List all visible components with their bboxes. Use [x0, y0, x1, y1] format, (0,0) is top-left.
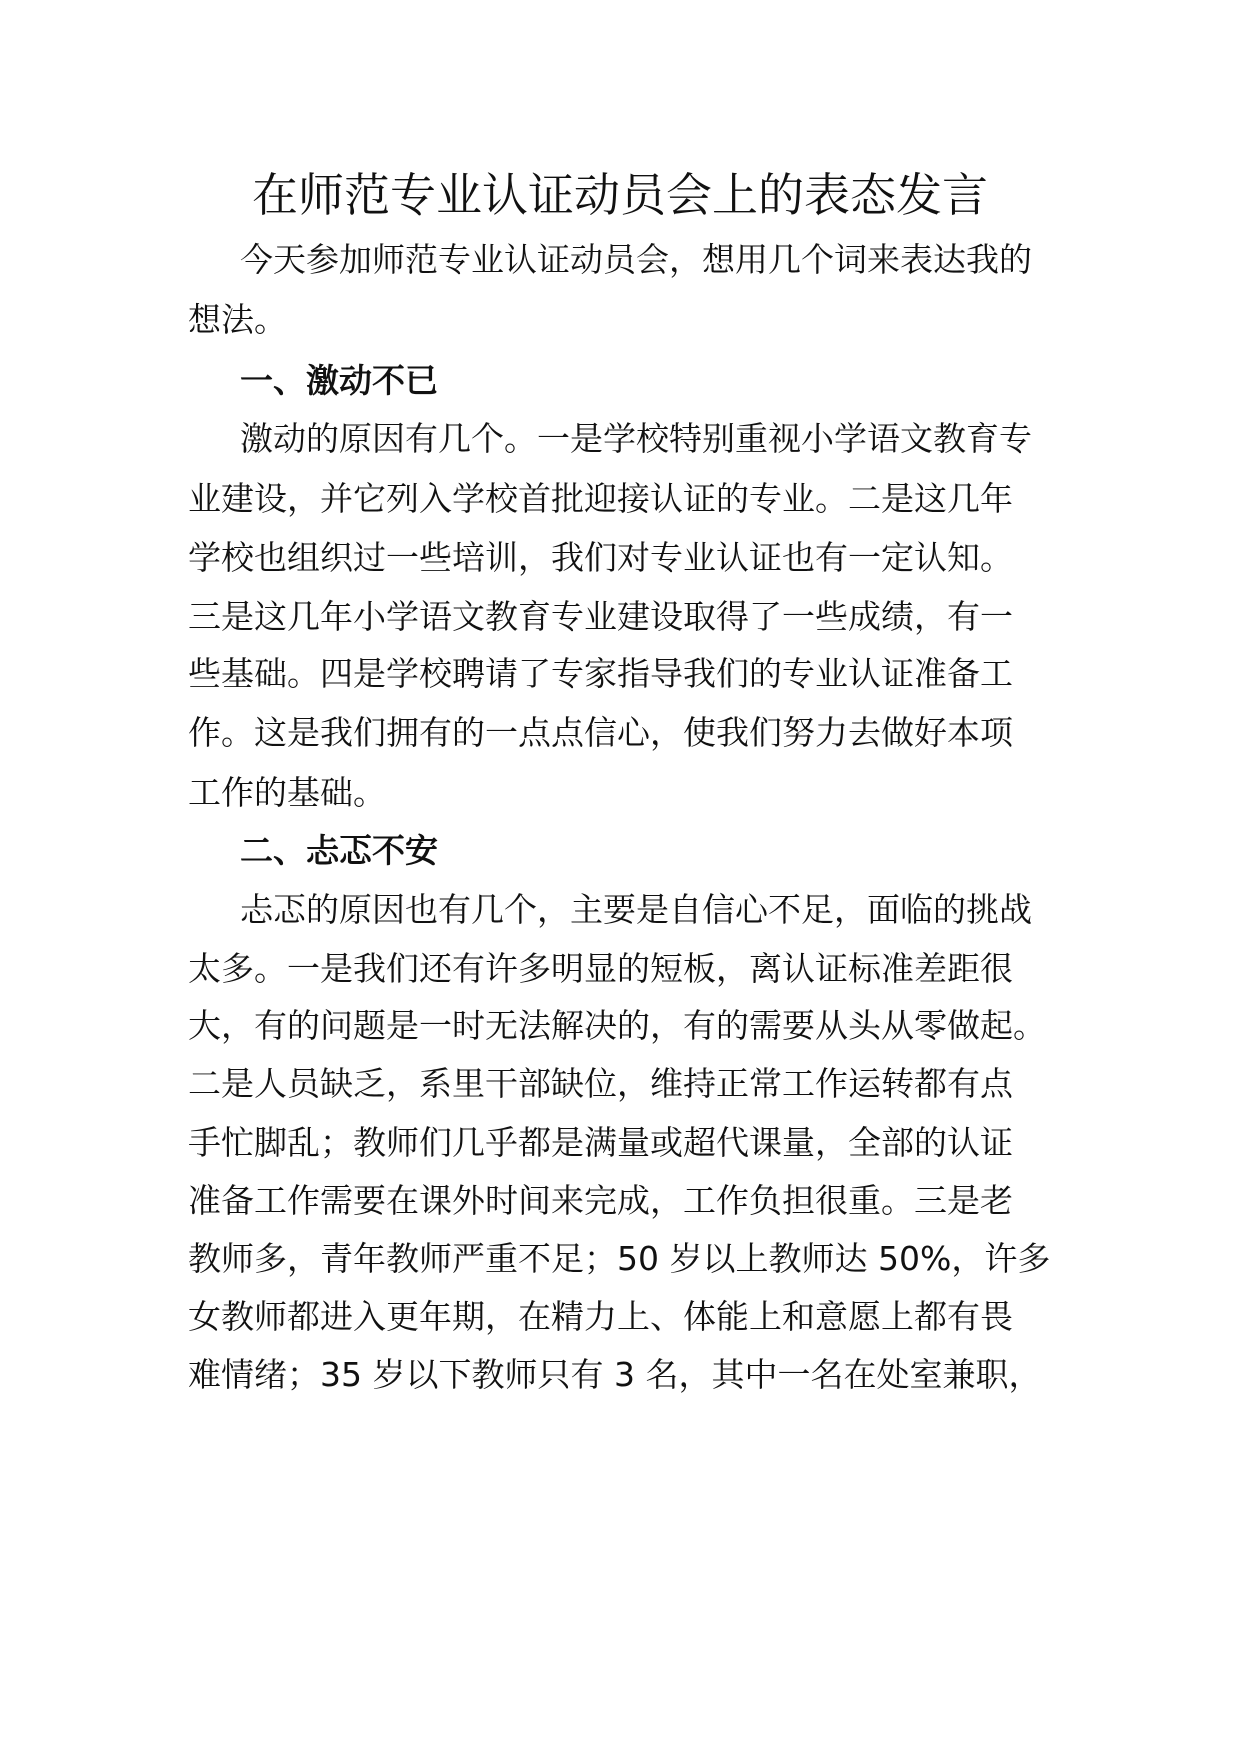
- intro-line: 今天参加师范专业认证动员会，想用几个词来表达我的: [240, 240, 1032, 279]
- section2-line: 忐忑的原因也有几个，主要是自信心不足，面临的挑战: [240, 890, 1032, 929]
- section1-line: 工作的基础。: [188, 773, 386, 812]
- section2-line: 教师多，青年教师严重不足；50 岁以上教师达 50%，许多: [188, 1239, 1051, 1278]
- section2-line: 准备工作需要在课外时间来完成，工作负担很重。三是老: [188, 1181, 1013, 1220]
- section2-line: 女教师都进入更年期，在精力上、体能上和意愿上都有畏: [188, 1297, 1013, 1336]
- document-title: 在师范专业认证动员会上的表态发言: [252, 168, 988, 222]
- section2-line: 手忙脚乱；教师们几乎都是满量或超代课量，全部的认证: [188, 1123, 1013, 1162]
- intro-line: 想法。: [188, 300, 287, 339]
- section-heading-2: 二、忐忑不安: [240, 831, 438, 870]
- section2-line: 太多。一是我们还有许多明显的短板，离认证标准差距很: [188, 949, 1013, 988]
- section2-line: 二是人员缺乏，系里干部缺位，维持正常工作运转都有点: [188, 1064, 1013, 1103]
- section1-line: 三是这几年小学语文教育专业建设取得了一些成绩，有一: [188, 597, 1013, 636]
- section2-line: 难情绪；35 岁以下教师只有 3 名，其中一名在处室兼职，: [188, 1355, 1042, 1394]
- section1-line: 学校也组织过一些培训，我们对专业认证也有一定认知。: [188, 538, 1013, 577]
- section1-line: 激动的原因有几个。一是学校特别重视小学语文教育专: [240, 419, 1032, 458]
- section1-line: 些基础。四是学校聘请了专家指导我们的专业认证准备工: [188, 654, 1013, 693]
- section1-line: 业建设，并它列入学校首批迎接认证的专业。二是这几年: [188, 479, 1013, 518]
- section1-line: 作。这是我们拥有的一点点信心，使我们努力去做好本项: [188, 713, 1013, 752]
- section2-line: 大，有的问题是一时无法解决的，有的需要从头从零做起。: [188, 1006, 1046, 1045]
- section-heading-1: 一、激动不已: [240, 361, 438, 400]
